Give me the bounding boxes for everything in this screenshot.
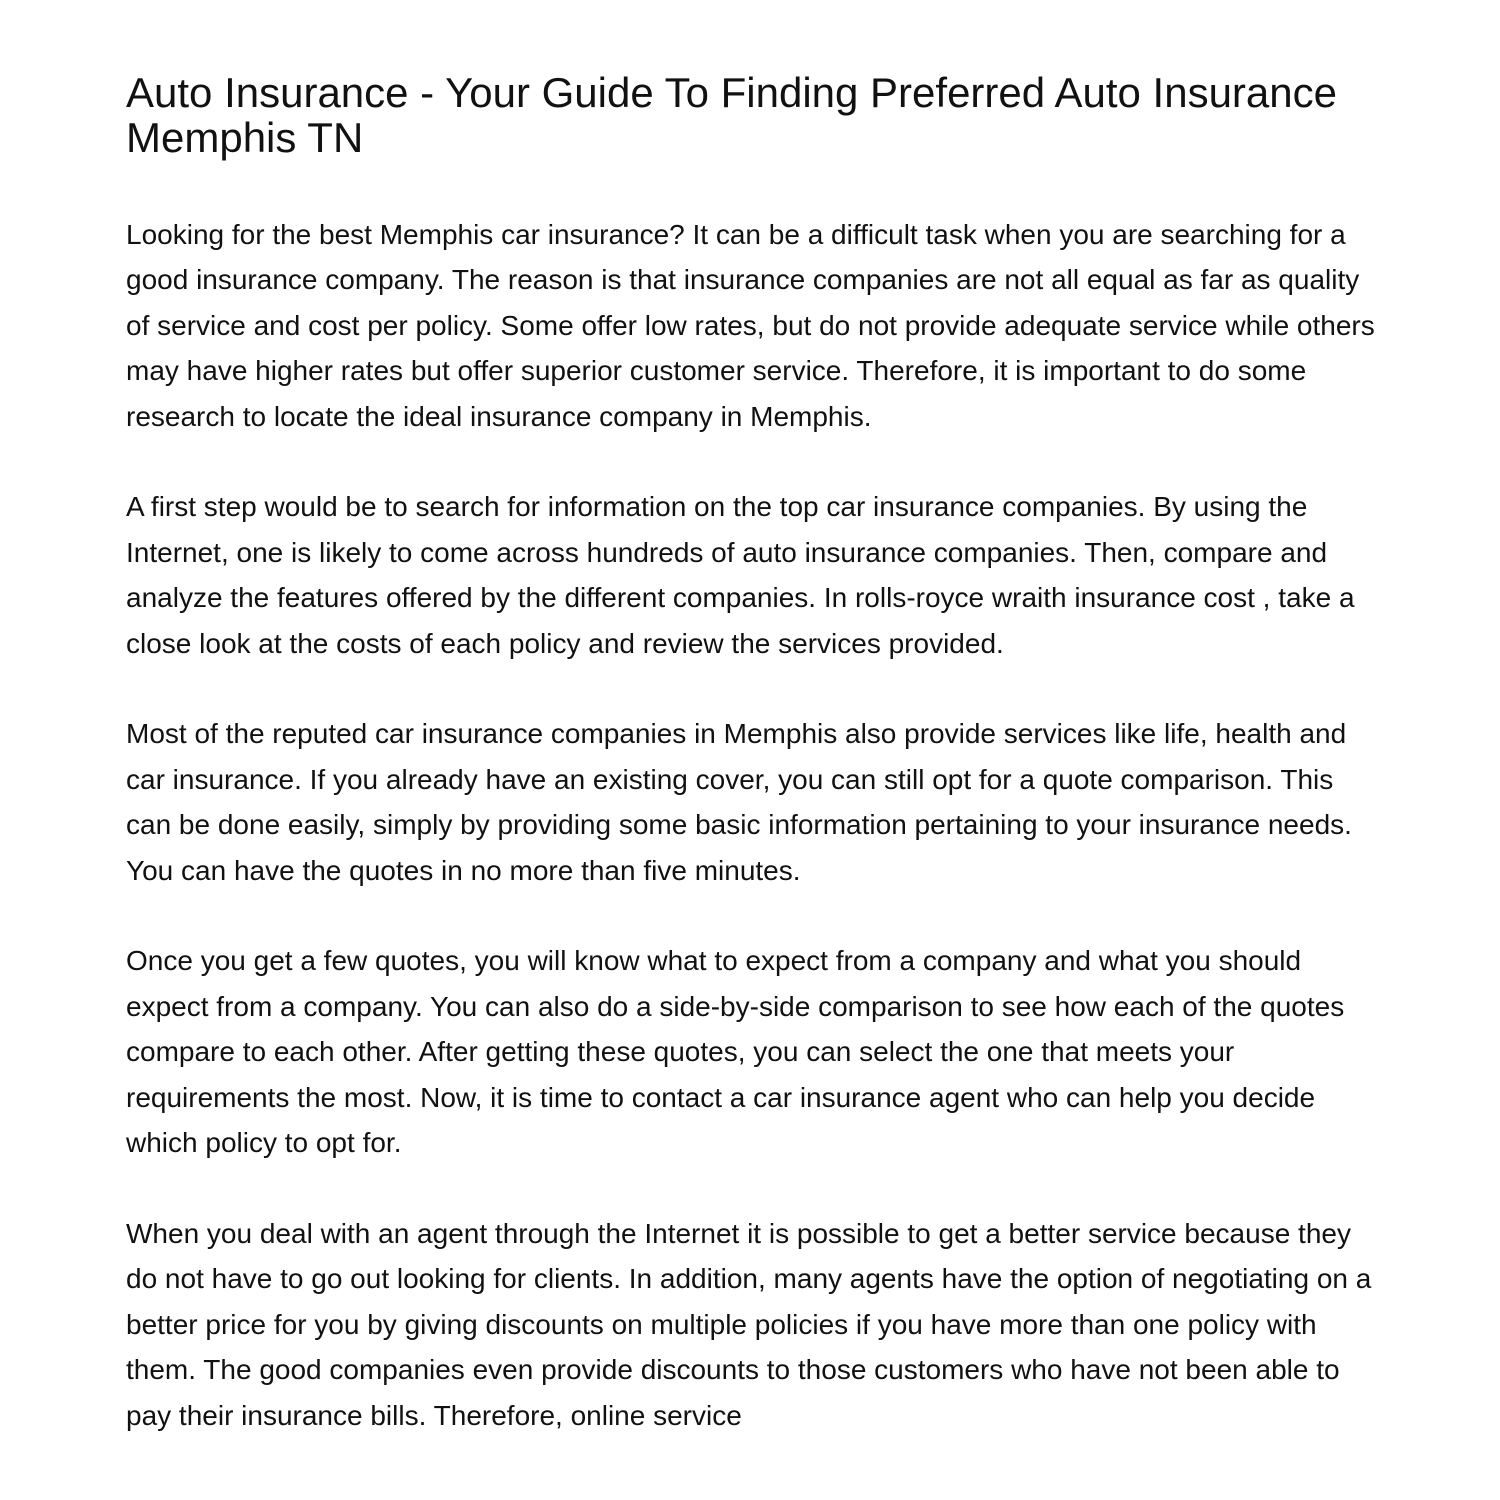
paragraph-3: Most of the reputed car insurance companies in Memphis also provide services like life, health and car insurance. If you already have an existing cover, you can still opt for a quote comparison. This can be done easily, simply by providing some basic information pertaining to your insurance needs. You can have the quotes in no more than five minutes. [126,718,1352,886]
document-content [126,70,1378,1438]
document-title: Auto Insurance - Your Guide To Finding Preferred Auto Insurance Memphis TN [126,69,1337,161]
paragraph-2: A first step would be to search for information on the top car insurance companies. By using the Internet, one is likely to come across hundreds of auto insurance companies. Then, compare and analyze the features offered by the different companies. In rolls-royce wraith insurance cost , take a close look at the costs of each policy and review the services provided. [126,491,1355,659]
paragraph-5: When you deal with an agent through the Internet it is possible to get a better service because they do not have to go out looking for clients. In addition, many agents have the option of negotiating on a better price for you by giving discounts on multiple policies if you have more than one policy with them. The good companies even provide discounts to those customers who have not been able to pay their insurance bills. Therefore, online service [126,1217,1372,1431]
paragraph-1: Looking for the best Memphis car insurance? It can be a difficult task when you are searching for a good insurance company. The reason is that insurance companies are not all equal as far as quality of service and cost per policy. Some offer low rates, but do not provide adequate service while others may have higher rates but offer superior customer service. Therefore, it is important to do some research to locate the ideal insurance company in Memphis. [126,219,1375,432]
paragraph-4: Once you get a few quotes, you will know what to expect from a company and what you should expect from a company. You can also do a side-by-side comparison to see how each of the quotes compare to each other. After getting these quotes, you can select the one that meets your requirements the most. Now, it is time to contact a car insurance agent who can help you decide which policy to opt for. [126,945,1345,1159]
